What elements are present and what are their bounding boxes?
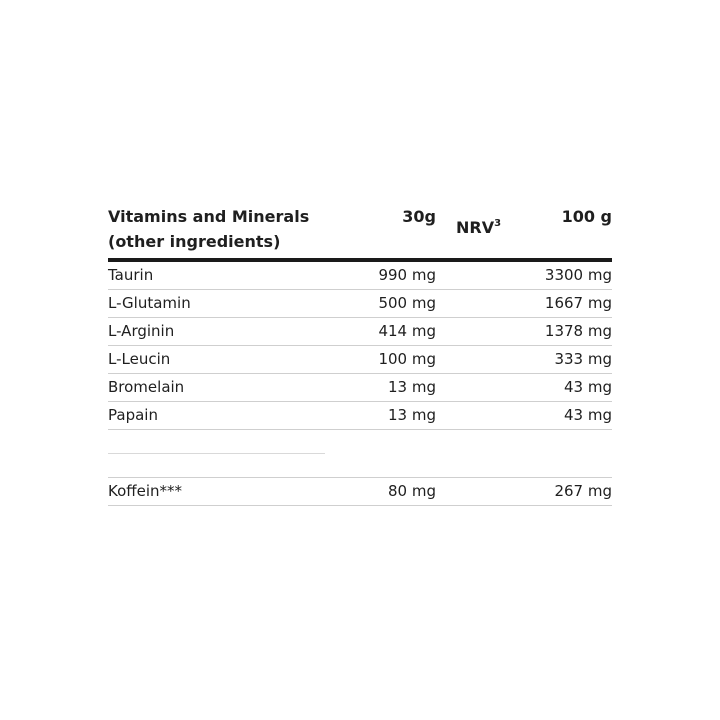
header-30g: 30g [402, 207, 436, 226]
amount-30g: 414 mg [378, 322, 436, 340]
amount-100g: 333 mg [554, 350, 612, 368]
ingredient-name: Taurin [108, 266, 154, 284]
table-header [108, 204, 612, 258]
amount-100g: 3300 mg [544, 266, 612, 284]
section-gap-bottom [108, 454, 612, 478]
ingredient-name: L-Glutamin [108, 294, 191, 312]
table-row [108, 346, 612, 374]
ingredient-name: Bromelain [108, 378, 185, 396]
amount-30g: 100 mg [378, 350, 436, 368]
amount-100g: 1378 mg [544, 322, 612, 340]
ingredient-name: Papain [108, 406, 158, 424]
amount-100g: 1667 mg [544, 294, 612, 312]
amount-30g: 80 mg [388, 482, 436, 500]
header-name-column [108, 204, 309, 254]
header-nrv-footnote: 3 [494, 218, 502, 229]
header-title: Vitamins and Minerals [108, 207, 310, 226]
section-gap [108, 430, 612, 453]
header-subtitle: (other ingredients) [108, 232, 281, 251]
nutrition-table [108, 204, 612, 506]
table-row [108, 290, 612, 318]
amount-30g: 13 mg [388, 406, 436, 424]
header-nrv [456, 218, 501, 238]
amount-100g: 43 mg [564, 378, 612, 396]
table-row [108, 318, 612, 346]
amount-100g: 43 mg [564, 406, 612, 424]
ingredient-name: Koffein*** [108, 482, 183, 500]
header-nrv-label: NRV [456, 218, 495, 237]
amount-100g: 267 mg [554, 482, 612, 500]
table-row [108, 402, 612, 430]
amount-30g: 990 mg [378, 266, 436, 284]
amount-30g: 13 mg [388, 378, 436, 396]
amount-30g: 500 mg [378, 294, 436, 312]
ingredient-name: L-Arginin [108, 322, 175, 340]
table-row [108, 478, 612, 506]
table-row [108, 262, 612, 290]
ingredient-name: L-Leucin [108, 350, 171, 368]
header-100g: 100 g [561, 207, 612, 226]
table-row [108, 374, 612, 402]
